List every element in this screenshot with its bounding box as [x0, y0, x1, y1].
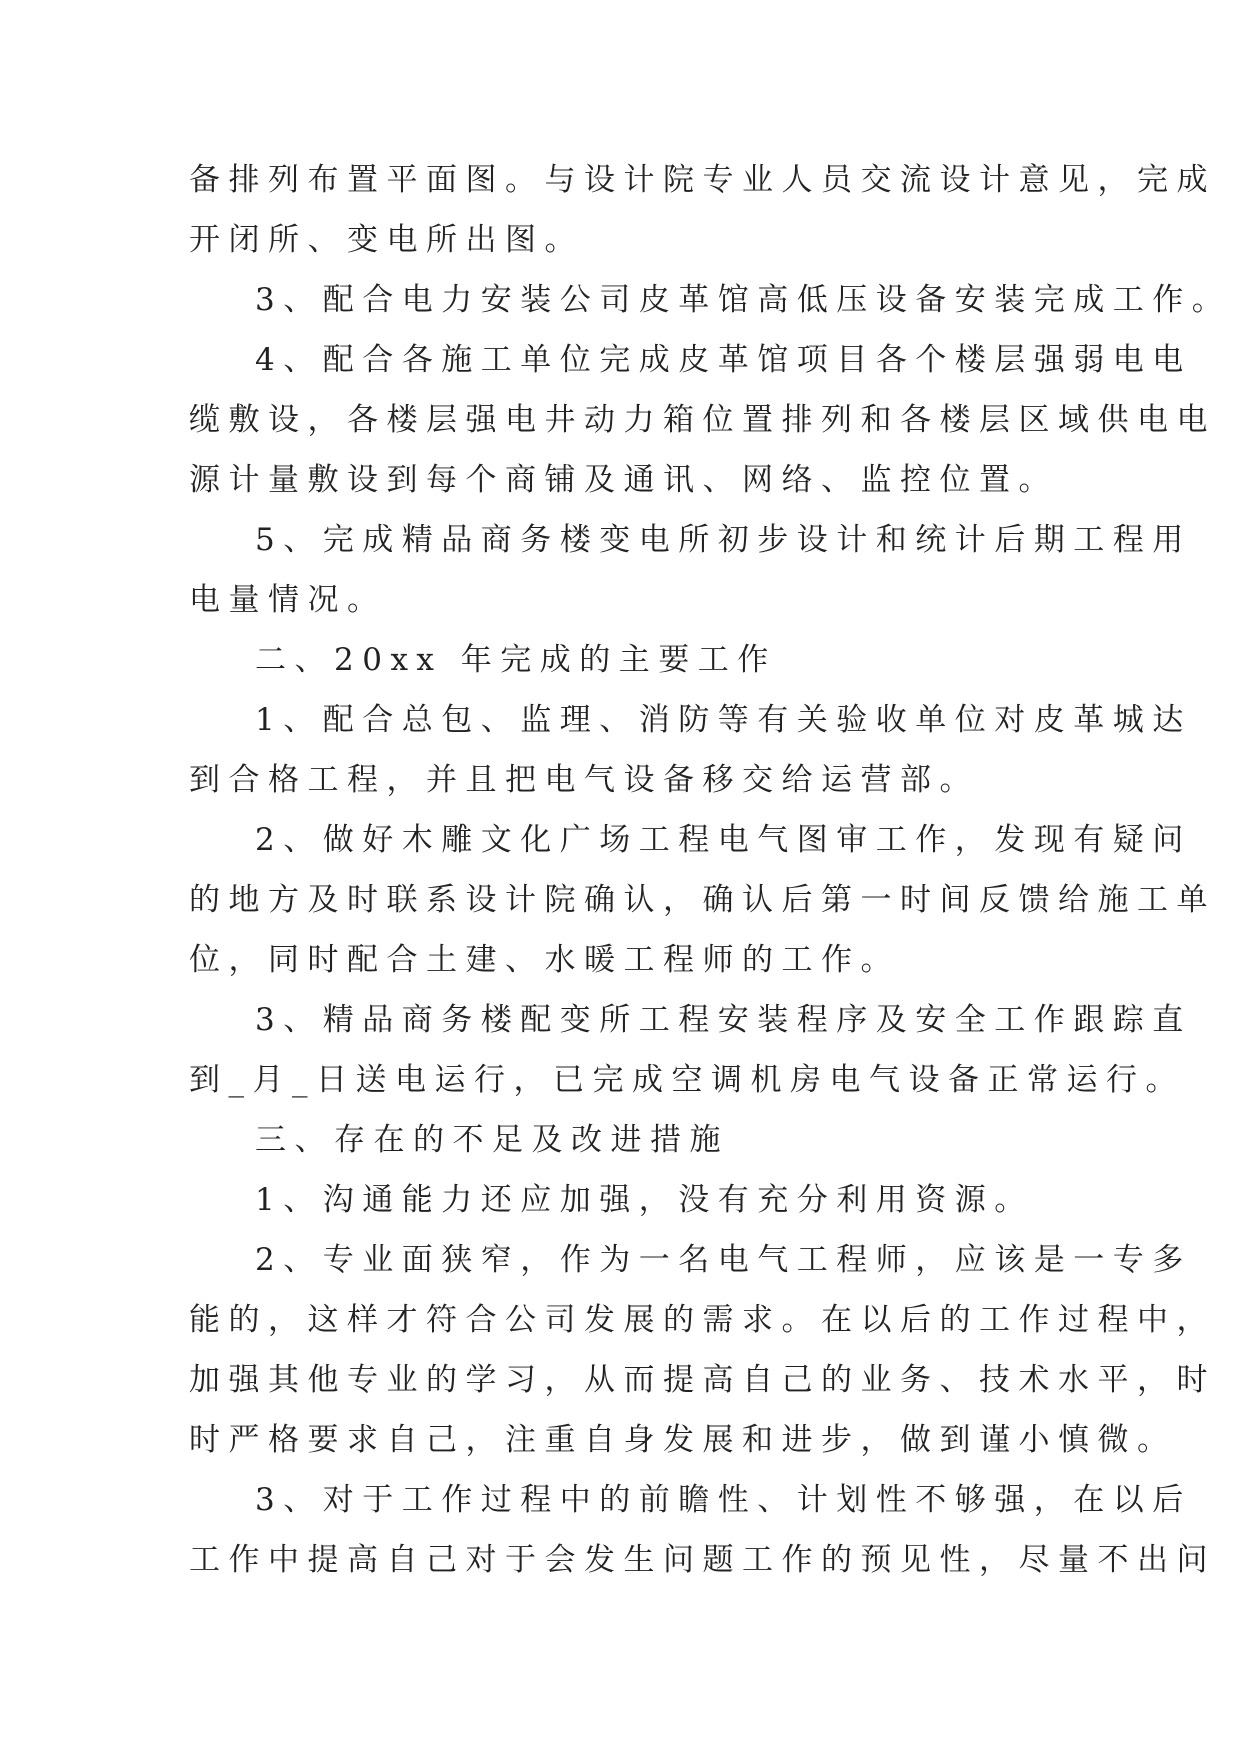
text-line: 1、配合总包、监理、消防等有关验收单位对皮革城达	[255, 702, 1192, 738]
text-line: 源计量敷设到每个商铺及通讯、网络、监控位置。	[189, 462, 1058, 498]
text-line: 开闭所、变电所出图。	[189, 222, 584, 258]
text-line: 1、沟通能力还应加强，没有充分利用资源。	[255, 1182, 1034, 1218]
text-line: 的地方及时联系设计院确认，确认后第一时间反馈给施工单	[189, 882, 1216, 918]
text-line: 5、完成精品商务楼变电所初步设计和统计后期工程用	[255, 522, 1192, 558]
p-sec3-item-2	[189, 1230, 1216, 1470]
text-line: 到_月_日送电运行，已完成空调机房电气设备正常运行。	[189, 1062, 1185, 1098]
p-sec2-item-3	[189, 990, 1192, 1110]
text-line: 二、20xx 年完成的主要工作	[255, 642, 777, 678]
text-line: 加强其他专业的学习，从而提高自己的业务、技术水平，时	[189, 1362, 1216, 1398]
text-line: 三、存在的不足及改进措施	[255, 1122, 729, 1158]
p-sec3-item-1	[189, 1170, 1069, 1230]
text-line: 工作中提高自己对于会发生问题工作的预见性，尽量不出问	[189, 1542, 1216, 1578]
text-line: 4、配合各施工单位完成皮革馆项目各个楼层强弱电电	[255, 342, 1192, 378]
p-design-continued	[189, 150, 1216, 270]
text-line: 2、做好木雕文化广场工程电气图审工作，发现有疑问	[255, 822, 1192, 858]
p-sec2-item-1	[189, 690, 1192, 810]
text-line: 备排列布置平面图。与设计院专业人员交流设计意见，完成	[189, 162, 1216, 198]
text-line: 位，同时配合土建、水暖工程师的工作。	[189, 942, 900, 978]
text-line: 时严格要求自己，注重自身发展和进步，做到谨小慎微。	[189, 1422, 1177, 1458]
text-line: 能的，这样才符合公司发展的需求。在以后的工作过程中，	[189, 1302, 1216, 1338]
p-item-3-install	[189, 270, 1232, 330]
text-line: 电量情况。	[189, 582, 387, 618]
text-line: 到合格工程，并且把电气设备移交给运营部。	[189, 762, 979, 798]
p-sec2-item-2	[189, 810, 1216, 990]
text-line: 3、精品商务楼配变所工程安装程序及安全工作跟踪直	[255, 1002, 1192, 1038]
p-sec3-item-3	[189, 1470, 1216, 1590]
p-heading-3	[189, 1110, 1069, 1170]
p-item-4-cables	[189, 330, 1216, 510]
text-line: 缆敷设，各楼层强电井动力箱位置排列和各楼层区域供电电	[189, 402, 1216, 438]
p-item-5-substation	[189, 510, 1192, 630]
text-line: 2、专业面狭窄，作为一名电气工程师，应该是一专多	[255, 1242, 1192, 1278]
text-line: 3、配合电力安装公司皮革馆高低压设备安装完成工作。	[255, 282, 1232, 318]
p-heading-2	[189, 630, 1069, 690]
text-line: 3、对于工作过程中的前瞻性、计划性不够强，在以后	[255, 1482, 1192, 1518]
document-body	[189, 150, 1232, 1590]
